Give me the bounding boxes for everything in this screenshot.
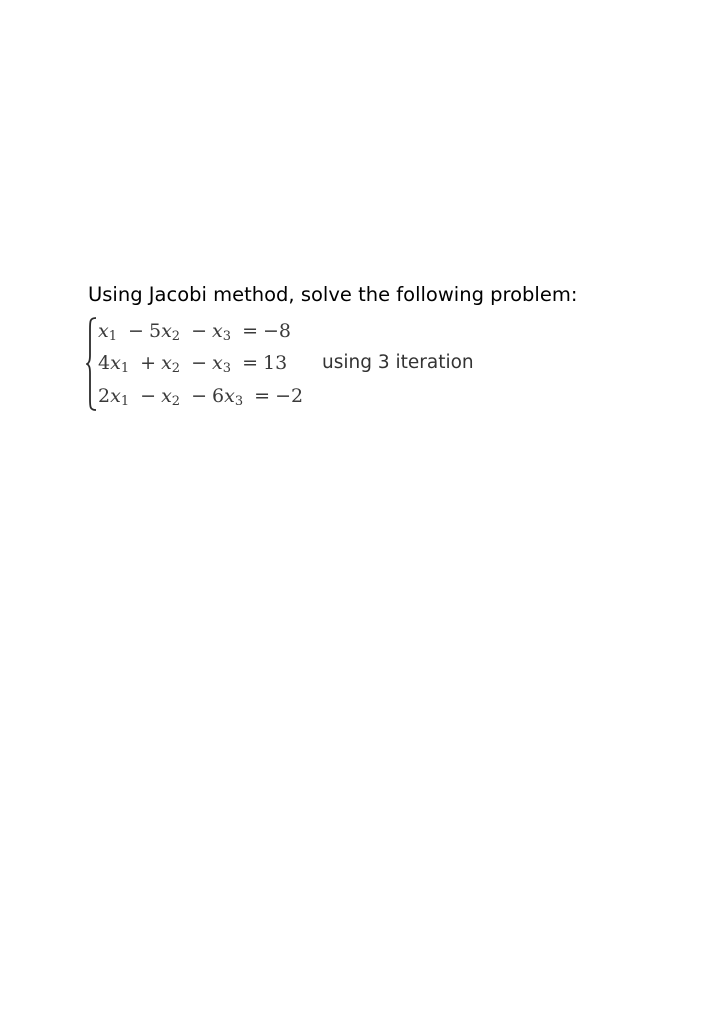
- eq1-term2: [149, 320, 180, 342]
- equation-system: [86, 317, 316, 411]
- eq3-term1-coef: 2: [98, 385, 111, 407]
- eq1-term3-var: x: [212, 320, 223, 342]
- eq3-term2-sub: 2: [171, 394, 181, 409]
- eq3-term3-sub: 3: [234, 394, 244, 409]
- eq1-term1-var: x: [98, 320, 109, 342]
- eq2-op2: −: [191, 352, 208, 374]
- eq1-rhs: −8: [263, 320, 292, 342]
- eq2-term2-sub: 2: [171, 361, 181, 376]
- eq2-term2-var: x: [161, 352, 172, 374]
- eq2-rhs: 13: [263, 352, 288, 374]
- eq3-term1-var: x: [110, 385, 121, 407]
- eq3-op2: −: [191, 385, 208, 407]
- eq3-rhs: −2: [275, 385, 304, 407]
- equation-row-3: [98, 384, 303, 408]
- eq2-term1-coef: 4: [98, 352, 111, 374]
- eq3-term3-var: x: [224, 385, 235, 407]
- eq2-term3-var: x: [212, 352, 223, 374]
- eq2-term1-sub: 1: [120, 361, 130, 376]
- eq3-term2: [161, 385, 180, 407]
- iteration-note: using 3 iteration: [322, 352, 474, 373]
- eq2-term1: [98, 352, 129, 374]
- eq2-equals: =: [242, 352, 258, 374]
- eq3-op1: −: [140, 385, 157, 407]
- eq1-term1: [98, 320, 117, 342]
- eq3-term1: [98, 385, 129, 407]
- equation-row-1: [98, 319, 291, 343]
- eq3-term1-sub: 1: [120, 394, 130, 409]
- eq2-op1: +: [140, 352, 157, 374]
- eq1-term1-sub: 1: [108, 329, 117, 344]
- eq1-term2-sub: 2: [171, 329, 181, 344]
- eq1-term2-coef: 5: [148, 320, 162, 342]
- eq3-term3-coef: 6: [212, 385, 225, 407]
- eq1-op1: −: [128, 320, 144, 342]
- problem-statement: Using Jacobi method, solve the following problem:: [88, 283, 578, 306]
- eq1-term2-var: x: [161, 320, 172, 342]
- eq1-term3: [212, 320, 231, 342]
- eq1-term3-sub: 3: [222, 329, 232, 344]
- eq2-term2: [161, 352, 180, 374]
- eq1-equals: =: [242, 320, 258, 342]
- eq2-term3-sub: 3: [222, 361, 232, 376]
- eq3-term2-var: x: [161, 385, 172, 407]
- eq1-op2: −: [191, 320, 208, 342]
- eq3-term3: [212, 385, 243, 407]
- left-brace-icon: [86, 317, 98, 411]
- eq2-term3: [212, 352, 231, 374]
- equation-row-2: [98, 351, 287, 375]
- eq3-equals: =: [254, 385, 271, 407]
- eq2-term1-var: x: [110, 352, 121, 374]
